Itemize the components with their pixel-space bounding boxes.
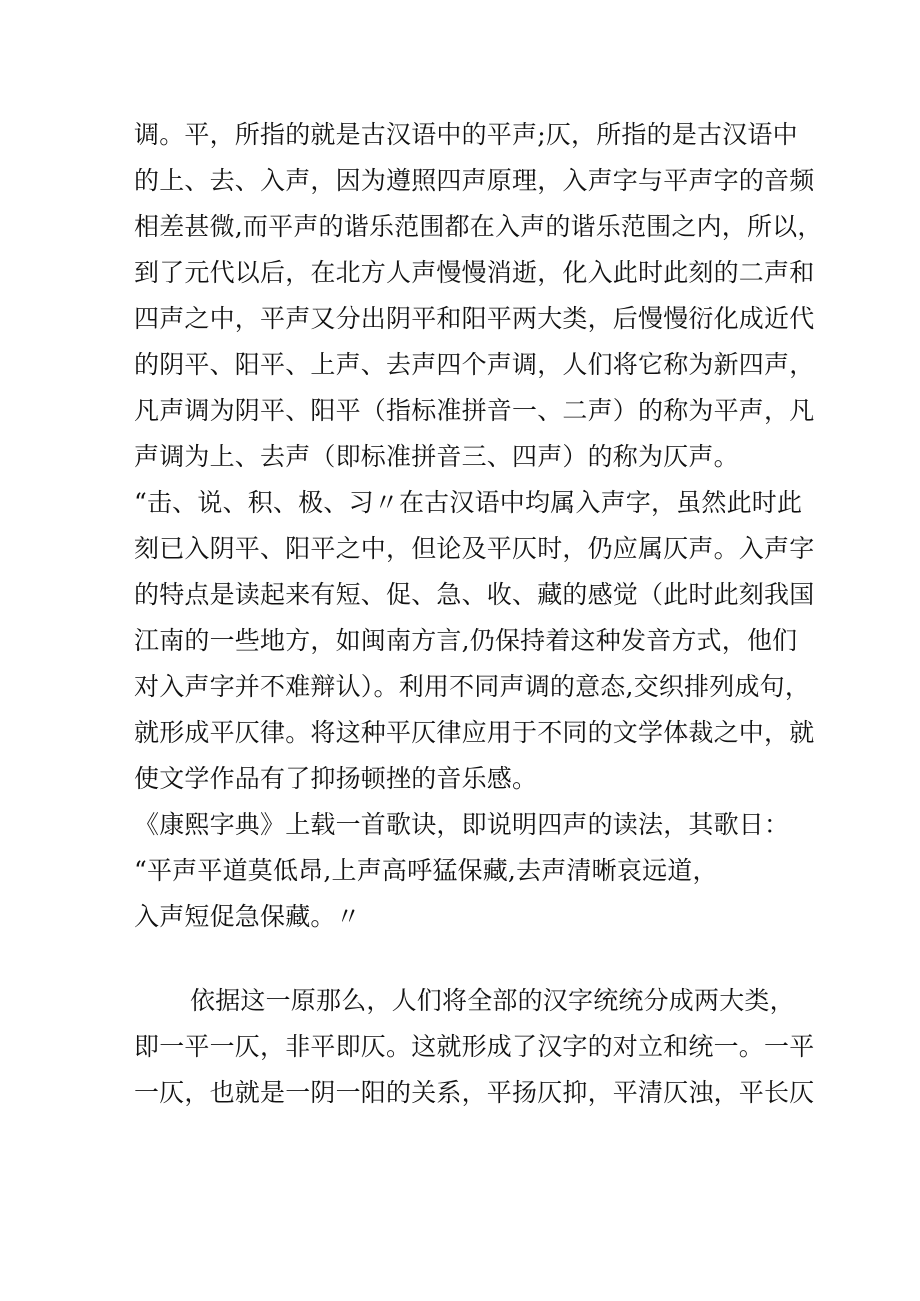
text-line-1: 调。平，所指的就是古汉语中的平声;仄，所指的是古汉语中 — [134, 120, 798, 149]
text-line-16: 《康熙字典》上载一首歌诀，即说明四声的读法，其歌日： — [134, 810, 790, 839]
text-line-5: 四声之中，平声又分出阴平和阳平两大类，后慢慢衍化成近代 — [134, 304, 815, 333]
text-line-20: 即一平一仄，非平即仄。这就形成了汉字的对立和统一。一平 — [134, 1032, 815, 1061]
text-line-6: 的阴平、阳平、上声、去声四个声调，人们将它称为新四声， — [134, 350, 815, 379]
text-line-10: 刻已入阴平、阳平之中，但论及平仄时，仍应属仄声。入声字 — [134, 534, 815, 563]
text-line-3: 相差甚微,而平声的谐乐范围都在入声的谐乐范围之内，所以， — [134, 212, 823, 241]
text-line-21: 一仄，也就是一阴一阳的关系，平扬仄抑，平清仄浊，平长仄 — [134, 1078, 815, 1107]
text-line-19: 依据这一原那么，人们将全部的汉字统统分成两大类， — [190, 986, 795, 1015]
text-line-9: “击、说、积、极、习〃在古汉语中均属入声字，虽然此时此 — [134, 488, 803, 517]
text-line-8: 声调为上、去声（即标准拼音三、四声）的称为仄声。 — [134, 442, 739, 471]
text-line-11: 的特点是读起来有短、促、急、收、藏的感觉（此时此刻我国 — [134, 580, 815, 609]
text-line-14: 就形成平仄律。将这种平仄律应用于不同的文学体裁之中，就 — [134, 718, 815, 747]
text-line-17: “平声平道莫低昂,上声高呼猛保藏,去声清晰哀远道， — [134, 856, 718, 885]
text-line-18: 入声短促急保藏。〃 — [134, 902, 361, 931]
text-line-4: 到了元代以后，在北方人声慢慢消逝，化入此时此刻的二声和 — [134, 258, 815, 287]
text-line-13: 对入声字并不难辩认）。利用不同声调的意态,交织排列成句， — [134, 672, 811, 701]
text-line-2: 的上、去、入声，因为遵照四声原理，入声字与平声字的音频 — [134, 166, 815, 195]
text-line-12: 江南的一些地方，如闽南方言,仍保持着这种发音方式，他们 — [134, 626, 798, 655]
text-line-7: 凡声调为阴平、阳平（指标准拼音一、二声）的称为平声，凡 — [134, 396, 815, 425]
text-line-15: 使文学作品有了抑扬顿挫的音乐感。 — [134, 764, 538, 793]
